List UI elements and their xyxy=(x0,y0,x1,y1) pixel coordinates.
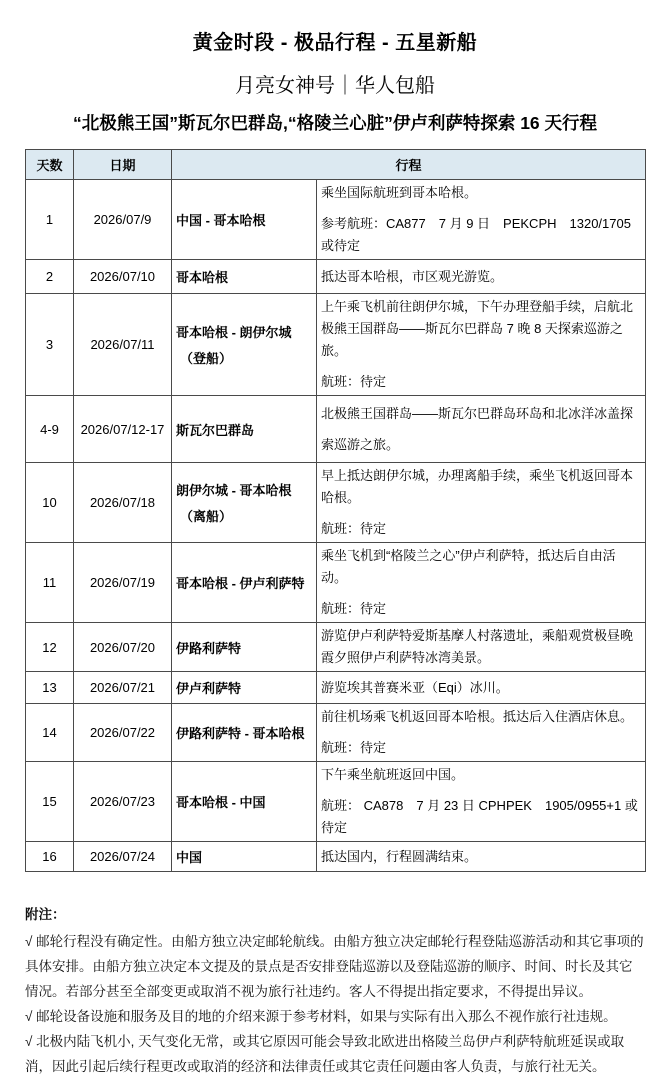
date-cell: 2026/07/10 xyxy=(74,260,172,294)
table-row xyxy=(26,704,646,762)
page-title-ship-name: 月亮女神号｜华人包船 xyxy=(235,75,435,97)
destination-cell xyxy=(172,623,317,672)
description-cell xyxy=(317,463,646,543)
description-line: 游览埃其普赛米亚（Eqi）冰川。 xyxy=(321,679,509,695)
description-cell xyxy=(317,762,646,842)
destination-main: 哥本哈根 xyxy=(176,270,229,285)
destination-main: 伊卢利萨特 xyxy=(176,681,242,696)
destination-cell xyxy=(172,762,317,842)
destination-main: 中国 - 哥本哈根 xyxy=(176,213,266,228)
table-header-row xyxy=(26,150,646,180)
table-row xyxy=(26,543,646,623)
destination-cell xyxy=(172,672,317,704)
col-header-date: 日期 xyxy=(74,150,172,180)
destination-cell xyxy=(172,543,317,623)
day-cell: 13 xyxy=(26,672,74,704)
description-cell xyxy=(317,842,646,872)
note-item-cruise-route: √ 邮轮行程没有确定性。由船方独立决定邮轮航线。由船方独立决定邮轮行程登陆巡游活动和其它事项的具体安排。由船方独立决定本文提及的景点是否安排登陆巡游以及登陆巡游的顺序、时间、时长及其它情况。若部分甚至全部变更或取消不视为旅行社违约。客人不得提出指定要求，不得提出异议。 xyxy=(25,934,644,999)
day-cell: 2 xyxy=(26,260,74,294)
date-cell: 2026/07/23 xyxy=(74,762,172,842)
description-cell xyxy=(317,180,646,260)
flight-line: 航班： CA878 7 月 23 日 CPHPEK 1905/0955+1 或待定 xyxy=(321,798,638,835)
table-row xyxy=(26,623,646,672)
date-cell: 2026/07/21 xyxy=(74,672,172,704)
day-cell: 10 xyxy=(26,463,74,543)
note-item-flights: √ 北极内陆飞机小, 天气变化无常，或其它原因可能会导致北欧进出格陵兰岛伊卢利萨特航班延误或取消，因此引起后续行程更改或取消的经济和法律责任或其它责任问题由客人负责，与旅行社无关。 xyxy=(25,1034,625,1074)
notes-title: 附注： xyxy=(25,907,66,922)
destination-cell xyxy=(172,463,317,543)
table-row xyxy=(26,180,646,260)
page-title-tagline: 黄金时段 - 极品行程 - 五星新船 xyxy=(192,32,478,54)
description-line: 抵达哥本哈根，市区观光游览。 xyxy=(321,268,504,284)
description-line: 北极熊王国群岛——斯瓦尔巴群岛环岛和北冰洋冰盖探索巡游之旅。 xyxy=(321,406,634,452)
destination-cell xyxy=(172,842,317,872)
description-cell xyxy=(317,396,646,463)
table-row xyxy=(26,762,646,842)
flight-line: 航班：待定 xyxy=(321,601,387,616)
description-cell xyxy=(317,294,646,396)
description-line: 上午乘飞机前往朗伊尔城，下午办理登船手续，启航北极熊王国群岛——斯瓦尔巴群岛 7 晚 8 天探索巡游之旅。 xyxy=(321,299,634,358)
description-cell xyxy=(317,672,646,704)
day-cell: 3 xyxy=(26,294,74,396)
day-cell: 12 xyxy=(26,623,74,672)
description-line: 乘坐国际航班到哥本哈根。 xyxy=(321,185,478,200)
description-line: 前往机场乘飞机返回哥本哈根。抵达后入住酒店休息。 xyxy=(321,709,634,724)
destination-cell xyxy=(172,396,317,463)
day-cell: 4-9 xyxy=(26,396,74,463)
date-cell: 2026/07/24 xyxy=(74,842,172,872)
date-cell: 2026/07/12-17 xyxy=(74,396,172,463)
day-cell: 14 xyxy=(26,704,74,762)
flight-line: 航班：待定 xyxy=(321,740,387,755)
table-row xyxy=(26,463,646,543)
destination-main: 哥本哈根 - 伊卢利萨特 xyxy=(176,576,305,591)
date-cell: 2026/07/19 xyxy=(74,543,172,623)
description-cell xyxy=(317,260,646,294)
description-line: 乘坐飞机到“格陵兰之心”伊卢利萨特，抵达后自由活动。 xyxy=(321,548,616,585)
description-cell xyxy=(317,704,646,762)
flight-line: 航班：待定 xyxy=(321,521,387,536)
page-title-itinerary-name: “北极熊王国”斯瓦尔巴群岛,“格陵兰心脏”伊卢利萨特探索 16 天行程 xyxy=(72,113,598,133)
day-cell: 16 xyxy=(26,842,74,872)
day-cell: 11 xyxy=(26,543,74,623)
description-cell xyxy=(317,543,646,623)
description-line: 游览伊卢利萨特爱斯基摩人村落遗址，乘船观赏极昼晚霞夕照伊卢利萨特冰湾美景。 xyxy=(321,628,634,665)
date-cell: 2026/07/11 xyxy=(74,294,172,396)
col-header-days: 天数 xyxy=(26,150,74,180)
destination-cell xyxy=(172,260,317,294)
date-cell: 2026/07/18 xyxy=(74,463,172,543)
description-line: 下午乘坐航班返回中国。 xyxy=(321,767,465,782)
description-cell xyxy=(317,623,646,672)
day-cell: 1 xyxy=(26,180,74,260)
destination-main: 中国 xyxy=(176,850,203,865)
date-cell: 2026/07/9 xyxy=(74,180,172,260)
table-row xyxy=(26,260,646,294)
flight-line: 参考航班：CA877 7 月 9 日 PEKCPH 1320/1705 或待定 xyxy=(321,216,631,253)
destination-main: 斯瓦尔巴群岛 xyxy=(176,422,255,438)
flight-line: 航班：待定 xyxy=(321,374,387,389)
destination-sub: （离船） xyxy=(180,509,233,524)
destination-cell xyxy=(172,704,317,762)
destination-cell xyxy=(172,180,317,260)
description-line: 抵达国内，行程圆满结束。 xyxy=(321,848,478,864)
destination-sub: （登船） xyxy=(180,351,233,366)
date-cell: 2026/07/20 xyxy=(74,623,172,672)
note-item-facilities: √ 邮轮设备设施和服务及目的地的介绍来源于参考材料，如果与实际有出入那么不视作旅行社违规。 xyxy=(25,1009,617,1024)
destination-main: 哥本哈根 - 朗伊尔城 xyxy=(176,325,292,340)
destination-main: 朗伊尔城 - 哥本哈根 xyxy=(176,483,292,498)
destination-main: 哥本哈根 - 中国 xyxy=(176,795,266,810)
notes-section xyxy=(25,902,645,1079)
table-row xyxy=(26,672,646,704)
day-cell: 15 xyxy=(26,762,74,842)
itinerary-table xyxy=(25,149,646,872)
destination-main: 伊路利萨特 - 哥本哈根 xyxy=(176,726,305,741)
col-header-itinerary: 行程 xyxy=(172,150,646,180)
date-cell: 2026/07/22 xyxy=(74,704,172,762)
destination-cell xyxy=(172,294,317,396)
destination-main: 伊路利萨特 xyxy=(176,640,242,656)
table-row xyxy=(26,294,646,396)
description-line: 早上抵达朗伊尔城，办理离船手续，乘坐飞机返回哥本哈根。 xyxy=(321,468,634,505)
table-row xyxy=(26,396,646,463)
table-row xyxy=(26,842,646,872)
